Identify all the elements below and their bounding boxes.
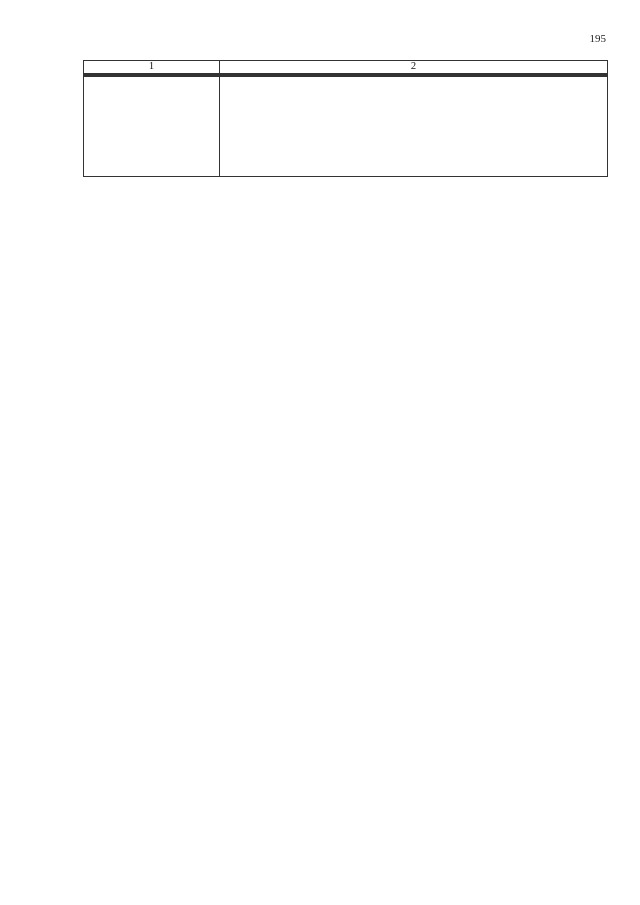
table-row (84, 77, 608, 177)
column-header-1: 1 (84, 61, 220, 74)
description-cell (220, 77, 608, 177)
page-number: 195 (589, 33, 606, 45)
cut-off-content (223, 77, 604, 176)
municipality-name-cell (84, 77, 220, 177)
tariff-table (83, 60, 608, 177)
column-header-2: 2 (220, 61, 608, 74)
table-header-row (84, 61, 608, 74)
